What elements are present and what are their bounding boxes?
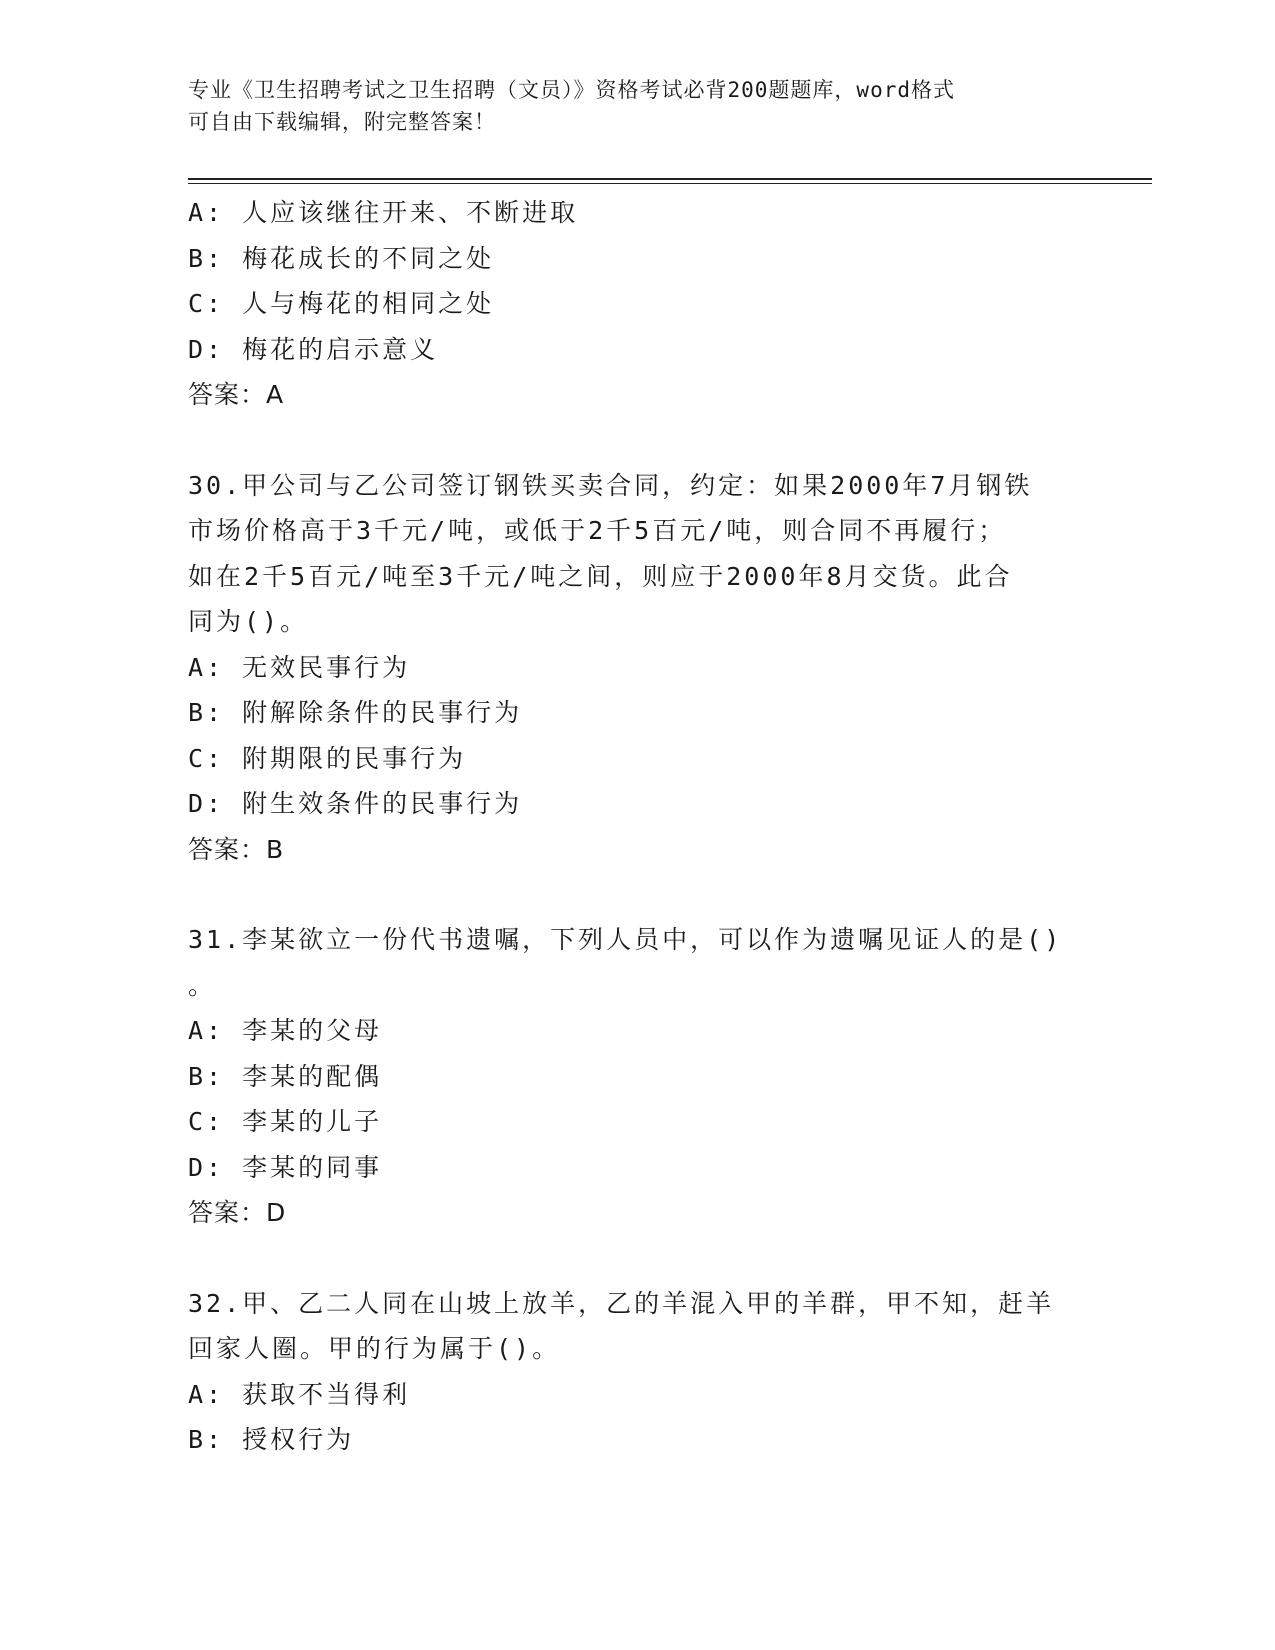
question-stem-line: 如在2千5百元/吨至3千元/吨之间，则应于2000年8月交货。此合 xyxy=(188,561,1013,591)
question-list xyxy=(188,190,1088,1463)
option-d: D: 附生效条件的民事行为 xyxy=(188,789,523,818)
spacer xyxy=(188,418,1088,463)
spacer xyxy=(188,872,1088,917)
question-block-30 xyxy=(188,463,1088,873)
option-a: A: 无效民事行为 xyxy=(188,652,411,682)
option-b: B: 李某的配偶 xyxy=(188,1061,383,1091)
question-stem-line: 市场价格高于3千元/吨，或低于2千5百元/吨，则合同不再履行； xyxy=(188,516,1007,545)
question-stem-line: 32.甲、乙二人同在山坡上放羊，乙的羊混入甲的羊群，甲不知，赶羊 xyxy=(188,1288,1055,1318)
header-divider-thick xyxy=(188,178,1152,180)
option-d: D: 梅花的启示意义 xyxy=(188,334,439,364)
question-block-31 xyxy=(188,917,1088,1236)
option-c: C: 李某的儿子 xyxy=(188,1107,383,1136)
question-stem-line: 同为()。 xyxy=(188,607,309,636)
option-a: A: 人应该继往开来、不断进取 xyxy=(188,198,579,227)
answer-line: 答案：A xyxy=(188,380,285,409)
header-title-line1: 专业《卫生招聘考试之卫生招聘（文员）》资格考试必背200题题库，word格式 xyxy=(188,78,955,102)
question-stem-line: 。 xyxy=(188,970,217,1000)
option-c: C: 附期限的民事行为 xyxy=(188,743,467,773)
question-stem-line: 30.甲公司与乙公司签订钢铁买卖合同，约定：如果2000年7月钢铁 xyxy=(188,470,1033,500)
header-divider-thin xyxy=(188,183,1152,184)
option-c: C: 人与梅花的相同之处 xyxy=(188,289,495,318)
header-title-line2: 可自由下载编辑，附完整答案！ xyxy=(188,110,496,134)
option-d: D: 李某的同事 xyxy=(188,1152,383,1182)
document-header xyxy=(188,74,1068,138)
option-a: A: 获取不当得利 xyxy=(188,1379,411,1409)
option-a: A: 李某的父母 xyxy=(188,1016,383,1045)
spacer xyxy=(188,1236,1088,1281)
question-block-29 xyxy=(188,190,1088,418)
answer-line: 答案：D xyxy=(188,1198,287,1227)
option-b: B: 附解除条件的民事行为 xyxy=(188,698,523,727)
option-b: B: 梅花成长的不同之处 xyxy=(188,243,495,273)
answer-line: 答案：B xyxy=(188,834,285,864)
question-stem-line: 31.李某欲立一份代书遗嘱，下列人员中，可以作为遗嘱见证人的是() xyxy=(188,925,1063,954)
option-b: B: 授权行为 xyxy=(188,1425,355,1454)
question-stem-line: 回家人圈。甲的行为属于()。 xyxy=(188,1334,561,1363)
question-block-32 xyxy=(188,1281,1088,1463)
